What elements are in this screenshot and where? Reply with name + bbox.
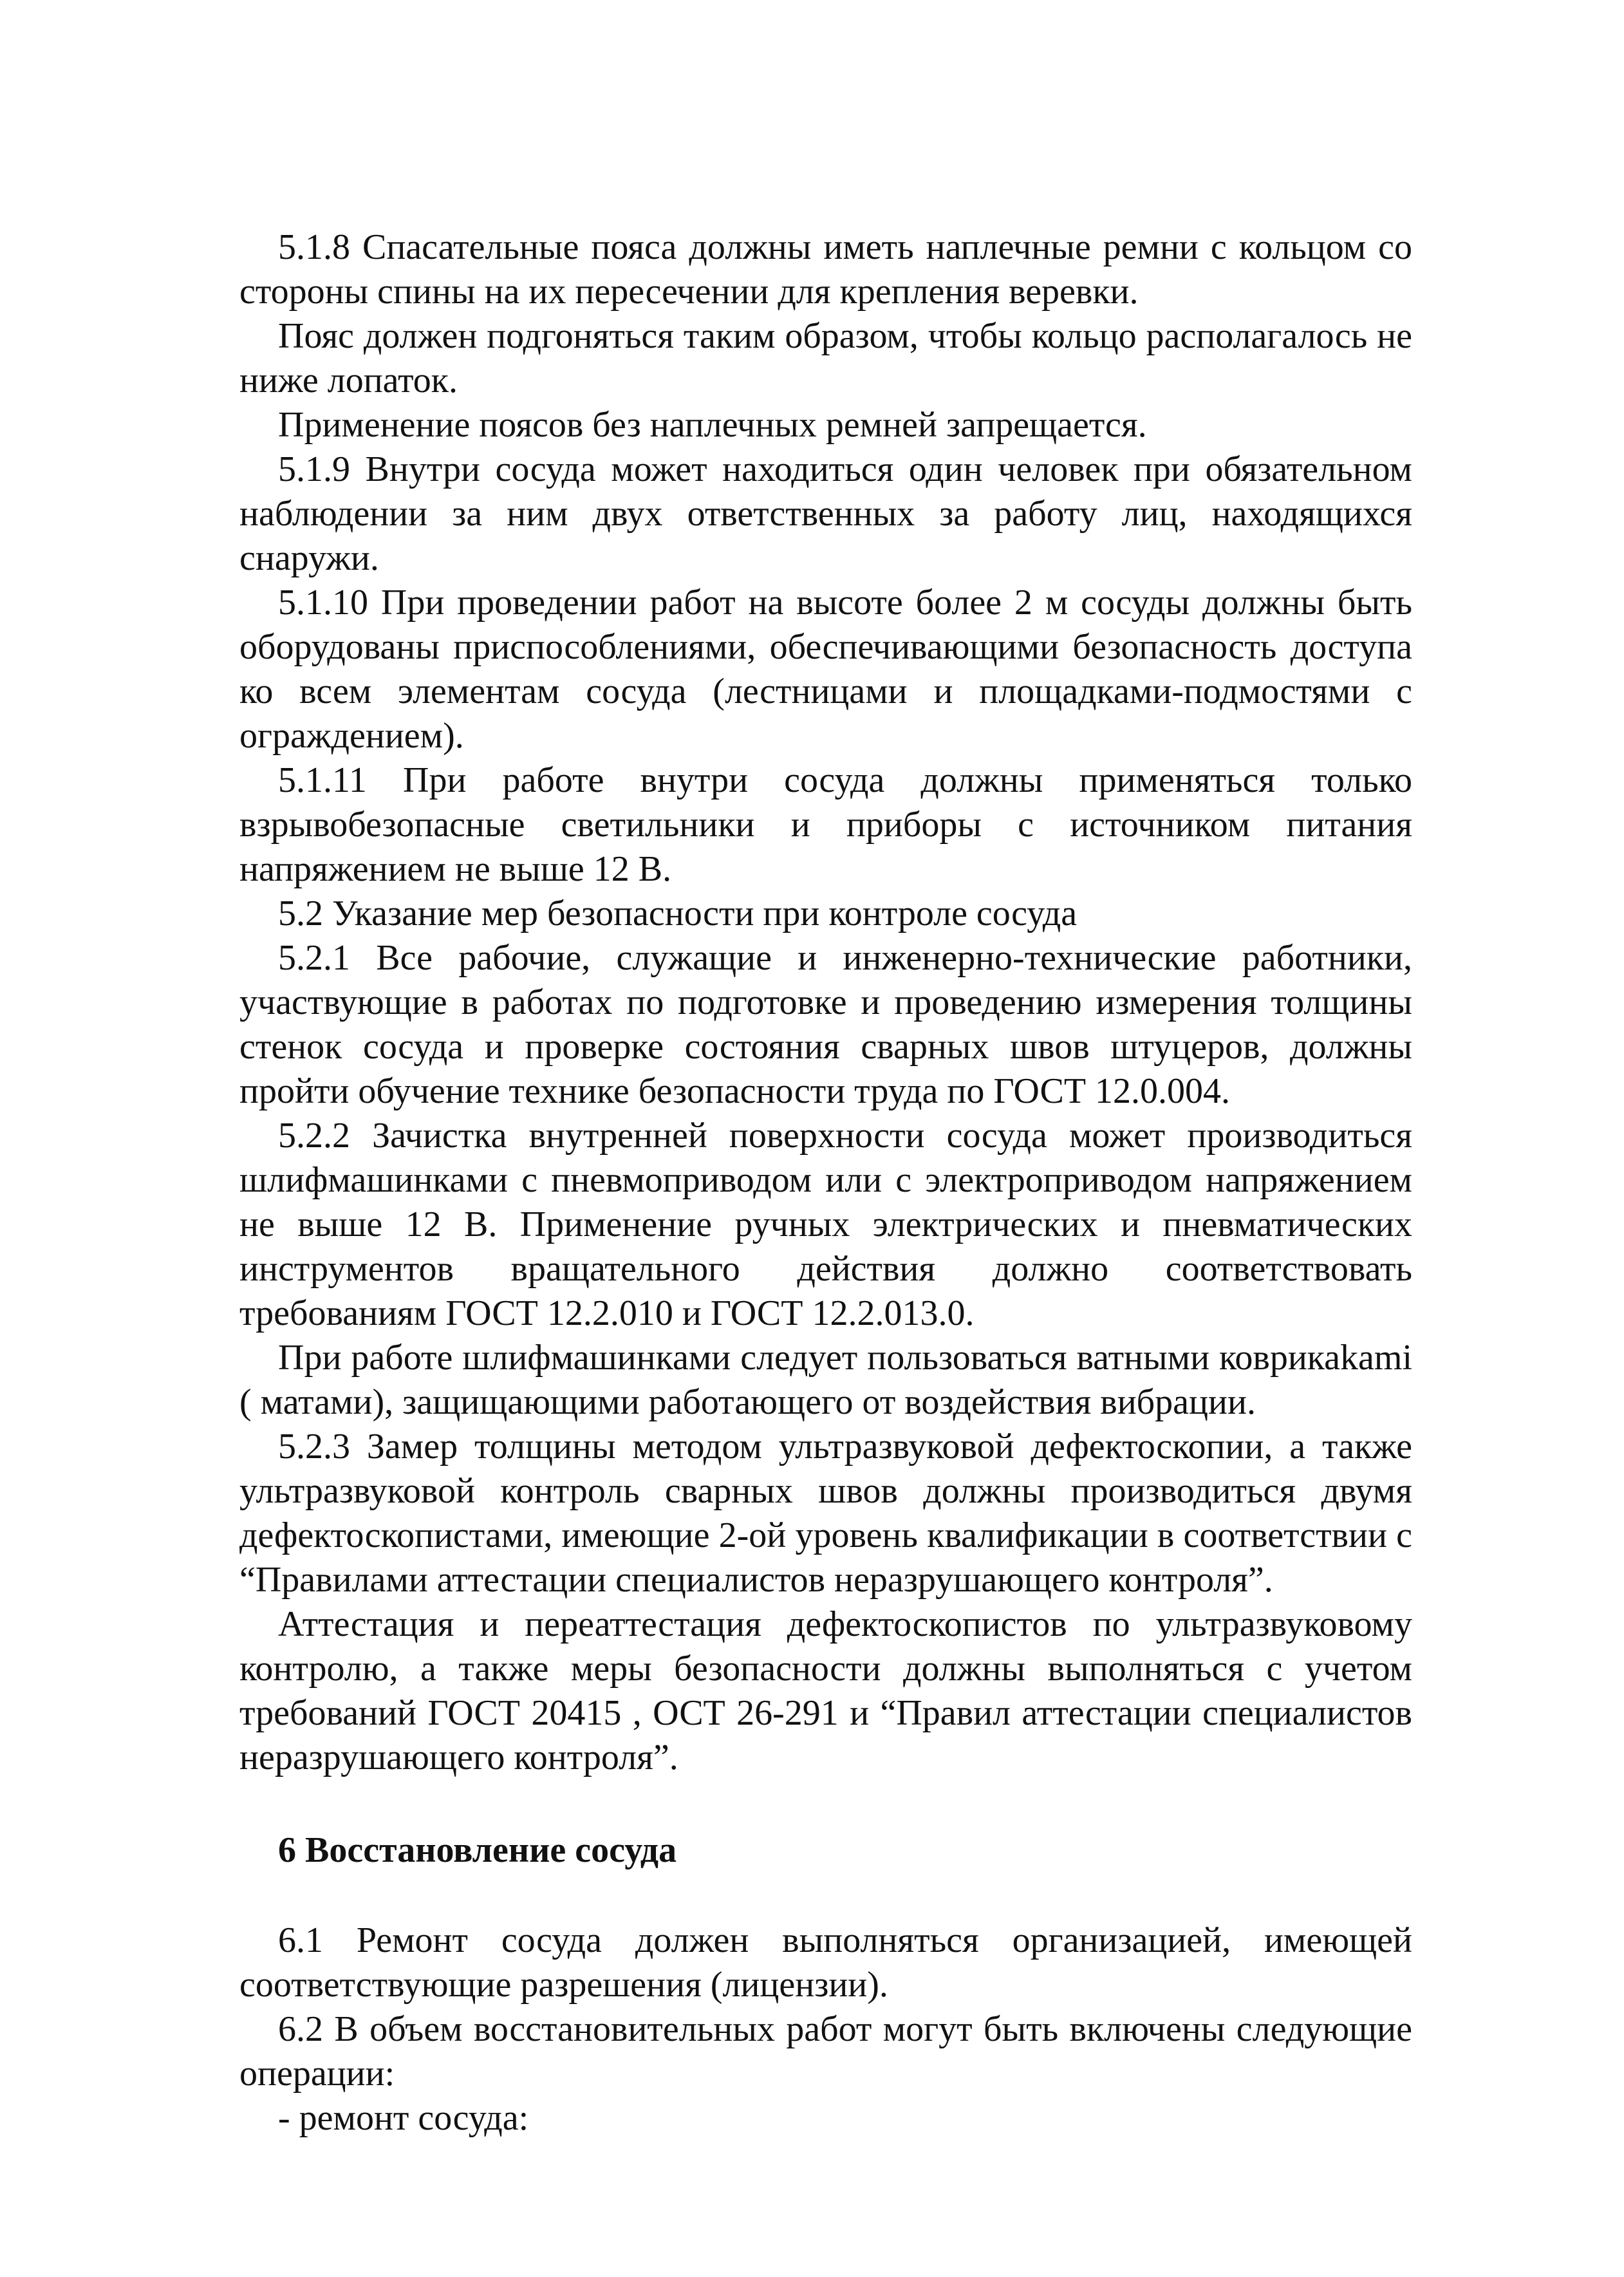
paragraph-5-1-11: 5.1.11 При работе внутри сосуда должны применяться только взрывобезопасные светильники и приборы с источником питания напряжением не выше 12 В. [239, 760, 1412, 889]
paragraph-grinder-mats: При работе шлифмашинками следует пользоваться ватными коврикаkami ( матами), защищающими работающего от воздействия вибрации. [239, 1338, 1412, 1422]
section-6-heading: 6 Восстановление сосуда [278, 1830, 677, 1870]
paragraph-5-2-title: 5.2 Указание мер безопасности при контроле сосуда [278, 894, 1078, 933]
paragraph-5-1-10: 5.1.10 При проведении работ на высоте более 2 м сосуды должны быть оборудованы приспособлениями, обеспечивающими безопасность доступа ко всем элементам сосуда (лестницами и площадками-подмостями с ограждением). [239, 583, 1412, 756]
paragraph-5-2-1: 5.2.1 Все рабочие, служащие и инженерно-технические работники, участвующие в работах по подготовке и проведению измерения толщины стенок сосуда и проверке состояния сварных швов штуцеров, должны пройти обучение технике безопасности труда по ГОСТ 12.0.004. [239, 938, 1412, 1111]
paragraph-vessel-repair: - ремонт сосуда: [278, 2098, 529, 2138]
paragraph-5-2-2: 5.2.2 Зачистка внутренней поверхности сосуда может производиться шлифмашинками с пневмоприводом или с электроприводом напряжением не выше 12 В. Применение ручных электрических и пневматических инструментов вращательного действия должно соответствовать требованиям ГОСТ 12.2.010 и ГОСТ 12.2.013.0. [239, 1116, 1412, 1333]
paragraph-5-1-8: 5.1.8 Спасательные пояса должны иметь наплечные ремни с кольцом со стороны спины на их пересечении для крепления веревки. [239, 227, 1412, 312]
paragraph-5-1-9: 5.1.9 Внутри сосуда может находиться один человек при обязательном наблюдении за ним двух ответственных за работу лиц, находящихся снаружи. [239, 449, 1412, 578]
section-6-body [239, 1918, 1412, 2141]
paragraph-belt-prohibition: Применение поясов без наплечных ремней запрещается. [278, 405, 1147, 445]
paragraph-6-2: 6.2 В объем восстановительных работ могут быть включены следующие операции: [239, 2009, 1412, 2094]
paragraph-5-2-3: 5.2.3 Замер толщины методом ультразвуковой дефектоскопии, а также ультразвуковой контроль сварных швов должны производиться двумя дефектоскопистами, имеющие 2-ой уровень квалификации в соответствии с “Правилами аттестации специалистов неразрушающего контроля”. [239, 1427, 1412, 1600]
paragraph-certification: Аттестация и переаттестация дефектоскопистов по ультразвуковому контролю, а также меры безопасности должны выполняться с учетом требований ГОСТ 20415 , ОСТ 26-291 и “Правил аттестации специалистов неразрушающего контроля”. [239, 1604, 1412, 1777]
paragraph-belt-fit: Пояс должен подгоняться таким образом, чтобы кольцо располагалось не ниже лопаток. [239, 316, 1412, 400]
section-5-body [239, 225, 1412, 1780]
paragraph-6-1: 6.1 Ремонт сосуда должен выполняться организацией, имеющей соответствующие разрешения (лицензии). [239, 1920, 1412, 2005]
